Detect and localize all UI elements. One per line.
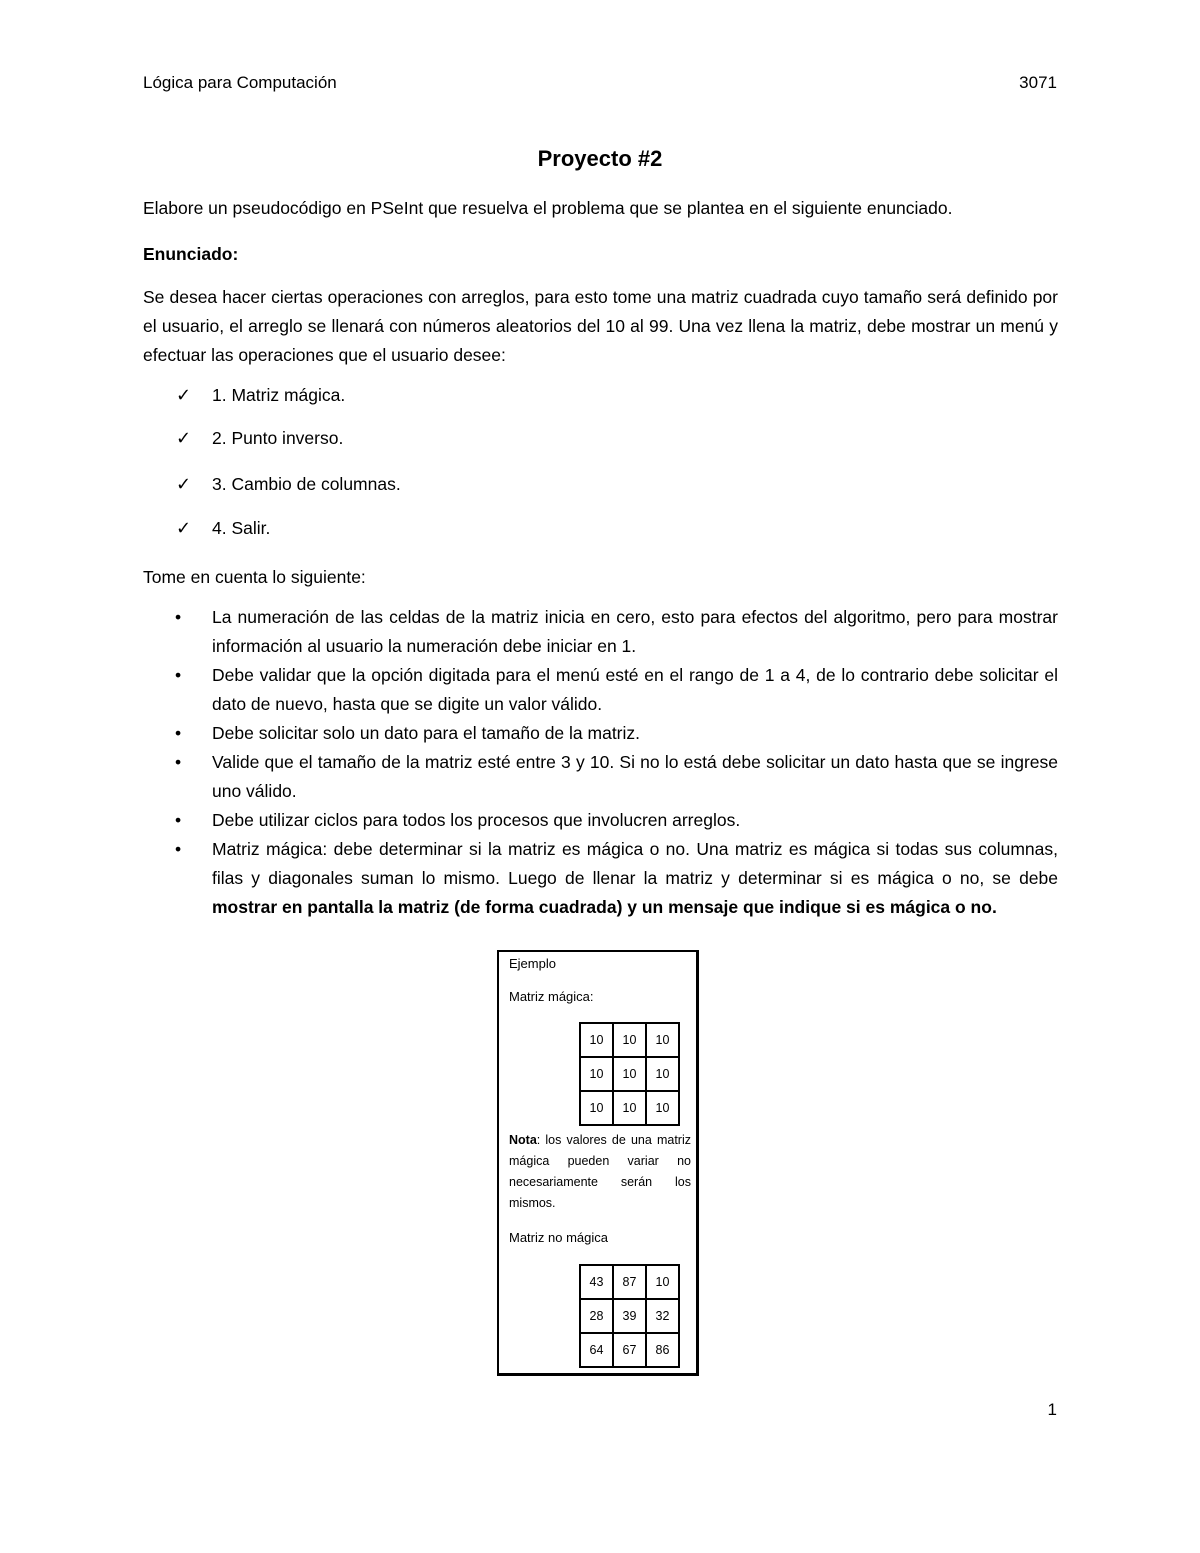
list-item xyxy=(143,719,1058,748)
menu-item-2 xyxy=(176,428,343,449)
list-item xyxy=(143,806,1058,835)
matrix-cell: 10 xyxy=(580,1057,613,1091)
bullet-icon: • xyxy=(175,607,182,627)
matrix-cell: 10 xyxy=(613,1023,646,1057)
list-item xyxy=(143,603,1058,661)
matrix-cell: 10 xyxy=(646,1023,679,1057)
matrix-cell: 28 xyxy=(580,1299,613,1333)
requirements-list xyxy=(143,603,1058,922)
list-item xyxy=(143,748,1058,806)
matrix-cell: 10 xyxy=(646,1265,679,1299)
matrix-cell: 39 xyxy=(613,1299,646,1333)
list-item xyxy=(143,835,1058,922)
list-item-text: Debe utilizar ciclos para todos los procesos que involucren arreglos. xyxy=(212,810,741,830)
matrix-cell: 67 xyxy=(613,1333,646,1367)
checkmark-icon: ✓ xyxy=(176,518,192,538)
matrix-cell: 10 xyxy=(580,1091,613,1125)
bullet-icon: • xyxy=(175,752,182,772)
matrix-cell: 32 xyxy=(646,1299,679,1333)
bullet-icon: • xyxy=(175,723,182,743)
matrix-cell: 86 xyxy=(646,1333,679,1367)
matrix-cell: 43 xyxy=(580,1265,613,1299)
menu-item-label: 1. Matriz mágica. xyxy=(212,385,346,405)
non-magic-matrix-label: Matriz no mágica xyxy=(509,1230,608,1245)
matrix-cell: 64 xyxy=(580,1333,613,1367)
matrix-cell: 10 xyxy=(613,1091,646,1125)
non-magic-matrix xyxy=(579,1264,680,1368)
matrix-cell: 10 xyxy=(646,1057,679,1091)
menu-item-label: 4. Salir. xyxy=(212,518,271,538)
magic-matrix-label: Matriz mágica: xyxy=(509,989,594,1004)
header-code: 3071 xyxy=(1019,73,1057,92)
menu-item-label: 2. Punto inverso. xyxy=(212,428,344,448)
list-item-text: La numeración de las celdas de la matriz inicia en cero, esto para efectos del algoritmo, pero para mostrar información al usuario la numeración debe iniciar en 1. xyxy=(212,607,1058,656)
checkmark-icon: ✓ xyxy=(176,428,192,448)
list-item-text: Debe validar que la opción digitada para el menú esté en el rango de 1 a 4, de lo contrario debe solicitar el dato de nuevo, hasta que se digite un valor válido. xyxy=(212,665,1058,714)
example-label: Ejemplo xyxy=(509,956,556,971)
menu-item-3 xyxy=(176,474,401,495)
list-item-text: Valide que el tamaño de la matriz esté entre 3 y 10. Si no lo está debe solicitar un dato hasta que se ingrese uno válido. xyxy=(212,752,1058,801)
list-item xyxy=(143,661,1058,719)
bullet-icon: • xyxy=(175,810,182,830)
intro-text: Elabore un pseudocódigo en PSeInt que resuelva el problema que se plantea en el siguiente enunciado. xyxy=(143,198,953,218)
matrix-cell: 10 xyxy=(613,1057,646,1091)
page-number: 1 xyxy=(1047,1400,1057,1419)
example-box xyxy=(497,950,699,1376)
list-item-bold-text: mostrar en pantalla la matriz (de forma cuadrada) y un mensaje que indique si es mágica o no. xyxy=(212,897,997,917)
header-course: Lógica para Computación xyxy=(143,73,337,92)
enunciado-text: Se desea hacer ciertas operaciones con arreglos, para esto tome una matriz cuadrada cuyo tamaño será definido por el usuario, el arreglo se llenará con números aleatorios del 10 al 99. Una vez llena la matriz, debe mostrar un menú y efectuar las operaciones que el usuario desee: xyxy=(143,287,1058,365)
menu-item-1 xyxy=(176,385,345,406)
checkmark-icon: ✓ xyxy=(176,474,192,494)
menu-item-4 xyxy=(176,518,270,539)
checkmark-icon: ✓ xyxy=(176,385,192,405)
consider-label: Tome en cuenta lo siguiente: xyxy=(143,567,366,587)
magic-matrix xyxy=(579,1022,680,1126)
matrix-cell: 87 xyxy=(613,1265,646,1299)
enunciado-label: Enunciado: xyxy=(143,244,239,264)
matrix-cell: 10 xyxy=(580,1023,613,1057)
list-item-text: Matriz mágica: debe determinar si la matriz es mágica o no. Una matriz es mágica si todas sus columnas, filas y diagonales suman lo mismo. Luego de llenar la matriz y determinar si es mágica o no, se debe xyxy=(212,839,1058,888)
matrix-cell: 10 xyxy=(646,1091,679,1125)
bullet-icon: • xyxy=(175,665,182,685)
note-text: : los valores de una matriz mágica pueden variar no necesariamente serán los mismos. xyxy=(509,1133,691,1210)
page-title: Proyecto #2 xyxy=(537,146,663,171)
menu-item-label: 3. Cambio de columnas. xyxy=(212,474,401,494)
example-note xyxy=(509,1130,691,1214)
bullet-icon: • xyxy=(175,839,182,859)
note-label: Nota xyxy=(509,1133,537,1147)
list-item-text: Debe solicitar solo un dato para el tamaño de la matriz. xyxy=(212,723,641,743)
